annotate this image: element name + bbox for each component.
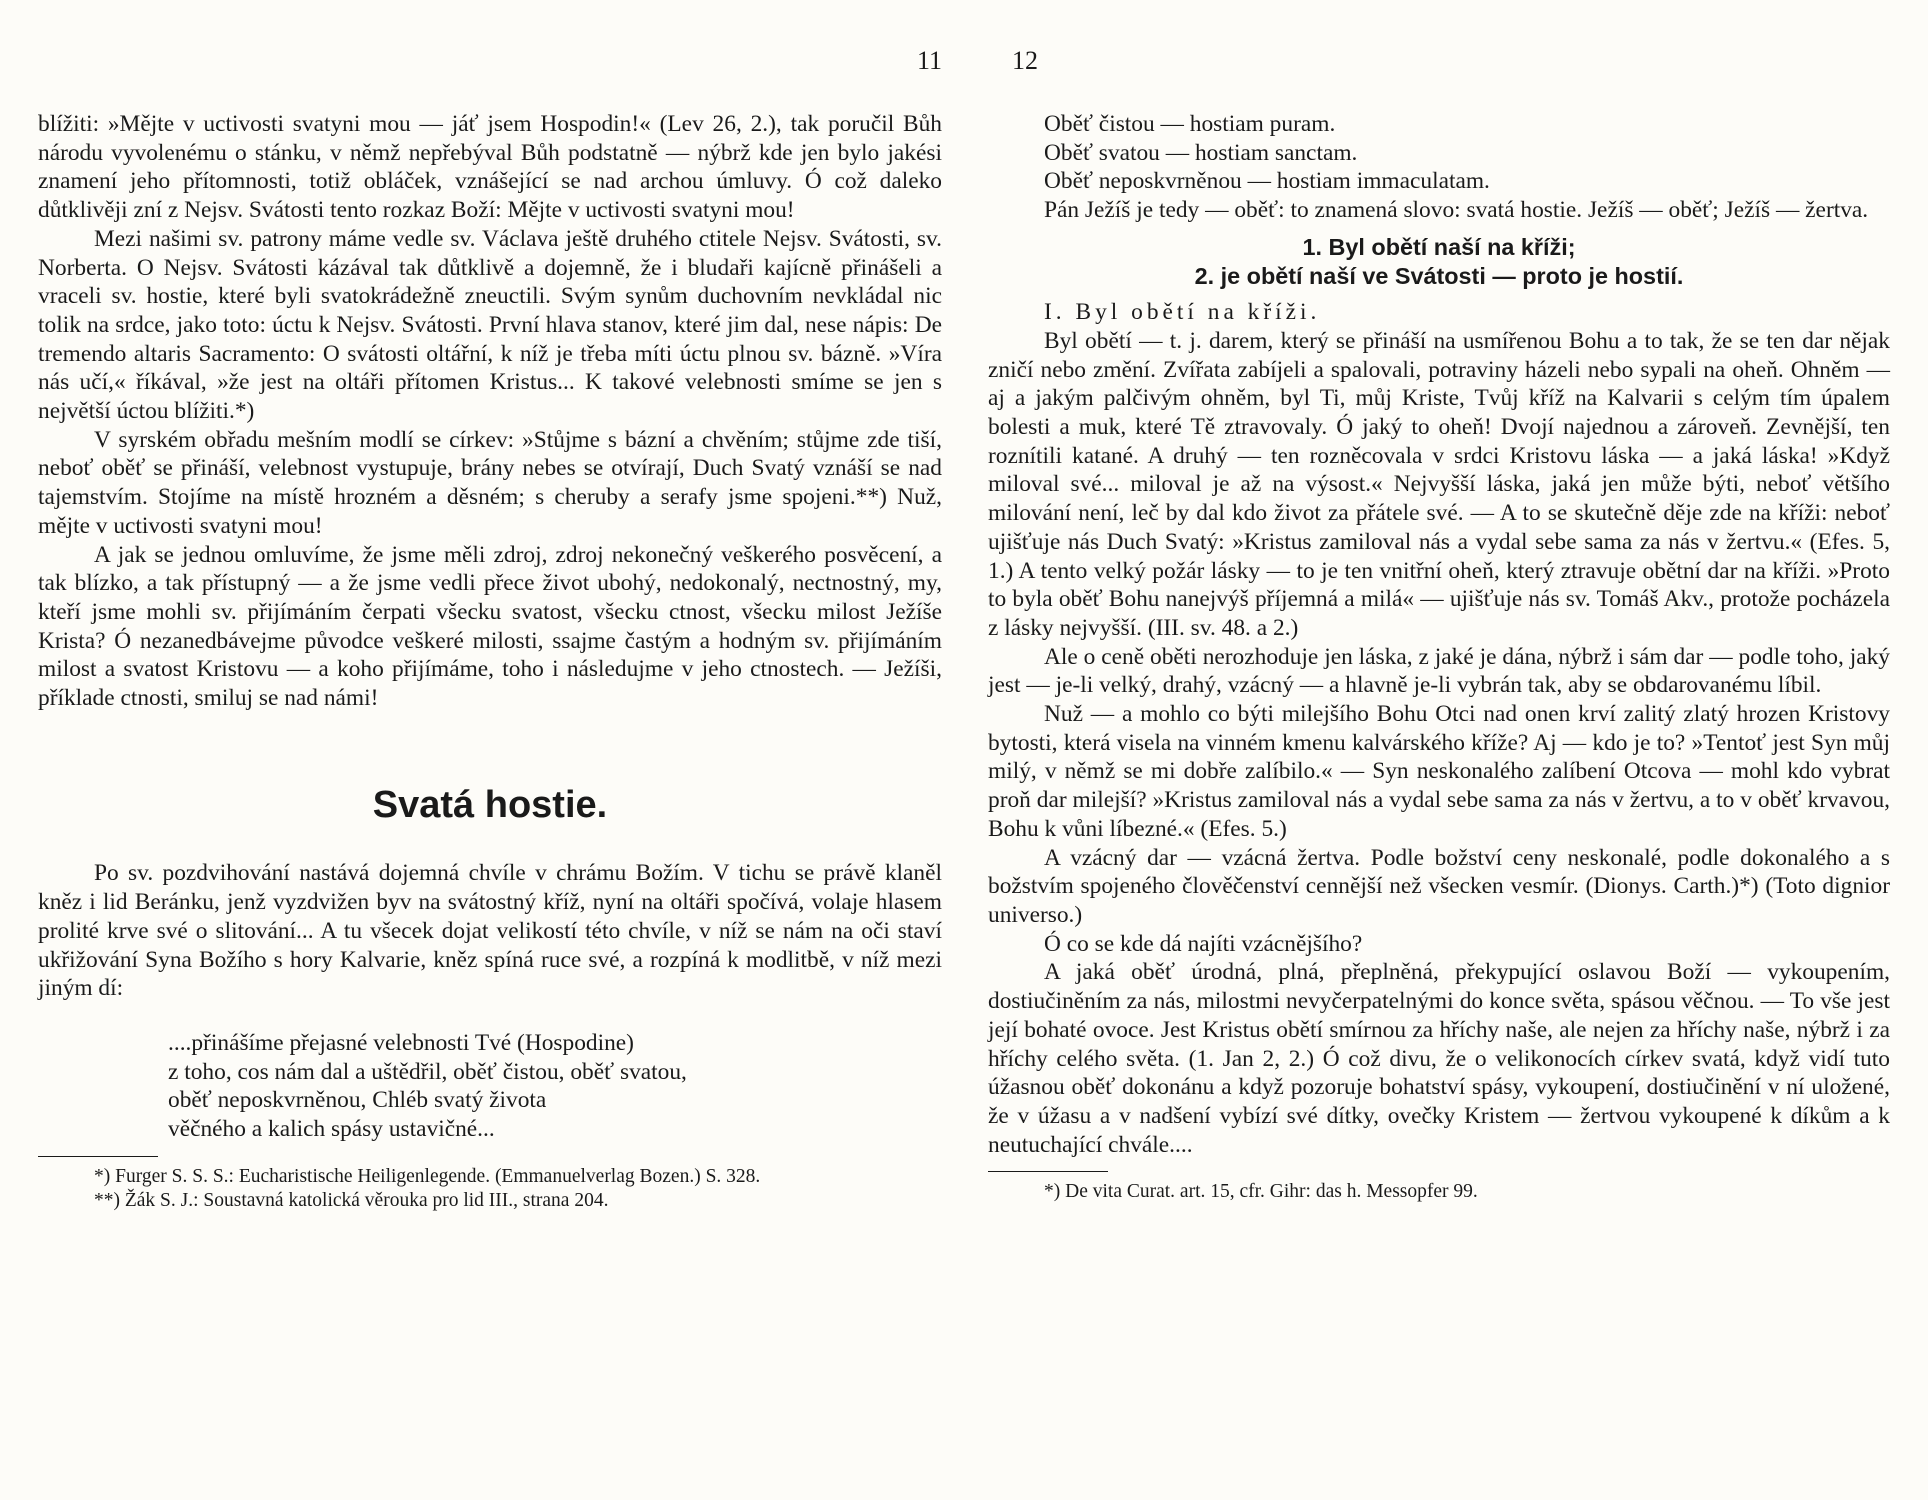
outline-point: 2. je obětí naší ve Svátosti — proto je hostií.: [1194, 262, 1684, 289]
paragraph: Byl obětí — t. j. darem, který se přináší na usmířenou Bohu a to tak, že se ten dar nějak zničí nebo změní. Zvířata zabíjeli a spalovali, potraviny házeli nebo sypali na oheň. Ohněm — aj a jakým palčivým ohněm, byl Ti, můj Kriste, Tvůj kříž na Kalvarii s celým tím úpalem bolesti a muk, které Tě ztravovaly. Ó jaký to oheň! Dvojí najednou a zároveň. Zevnější, ten roznítili katané. A druhý — ten rozněcovala v srdci Kristovu láska — a jaká láska! »Když miloval své... miloval je až na výsost.« Nejvyšší láska, jaká jen může býti, neboť většího milování není, leč by dal kdo život za přátele své. — A to se skutečně děje zde na kříži: neboť ujišťuje nás Duch Svatý: »Kristus zamiloval nás a vydal sebe sama za nás v žertvu.« (Efes. 5, 1.) A tento velký požár lásky — to je ten vnitřní oheň, který ztravuje obětní dar na kříži. »Proto to byla oběť Bohu nanejvýš příjemná a milá« — ujišťuje nás sv. Tomáš Akv., protože pocházela z lásky nejvyšší. (III. sv. 48. a 2.): [988, 327, 1890, 641]
verse-line: věčného a kalich spásy ustavičné...: [168, 1116, 495, 1143]
verse-line: z toho, cos nám dal a uštědřil, oběť čistou, oběť svatou,: [168, 1058, 687, 1085]
footnote: *) Furger S. S. S.: Eucharistische Heiligenlegende. (Emmanuelverlag Bozen.) S. 328.: [94, 1165, 761, 1187]
paragraph: A jaká oběť úrodná, plná, přeplněná, překypující oslavou Boží — vykoupením, dostiučiněním za nás, milostmi nevyčerpatelnými do konce světa, spásou věčnou. — To vše jest její bohaté ovoce. Jest Kristus obětí smírnou za hříchy naše, ale nejen za hříchy naše, nýbrž i za hříchy celého světa. (1. Jan 2, 2.) Ó což divu, že o velikonocích církev svatá, když vidí tuto úžasnou oběť dokonánu a když pozoruje bohatství spásy, vykoupení, dostiučinění v ní uložené, že v úžasu a v nadšení vybízí své dítky, ovečky Kristem — žertvou vykoupené k díkům a k neutuchající chvále....: [988, 959, 1890, 1158]
verse-line: oběť neposkvrněnou, Chléb svatý života: [168, 1087, 547, 1114]
paragraph: A vzácný dar — vzácná žertva. Podle božství ceny neskonalé, podle dokonalého a s božstvím spojeného člověčenství cennější než všecken vesmír. (Dionys. Carth.)*) (Toto dignior universo.): [988, 844, 1890, 928]
footnote-divider: [988, 1171, 1108, 1172]
intro-line: Oběť čistou — hostiam puram.: [1044, 111, 1336, 137]
intro-line: Oběť svatou — hostiam sanctam.: [1044, 139, 1358, 166]
paragraph: Pán Ježíš je tedy — oběť: to znamená slovo: svatá hostie. Ježíš — oběť; Ježíš — žertva.: [1044, 197, 1869, 224]
outline-point: 1. Byl obětí naší na kříži;: [1302, 233, 1576, 260]
right-page: [964, 0, 1928, 1500]
paragraph: A jak se jednou omluvíme, že jsme měli zdroj, zdroj nekonečný veškerého posvěcení, a tak blízko, a tak přístupný — a že jsme vedli přece život ubohý, nedokonalý, nectnostný, my, kteří jsme mohli sv. přijímáním čerpati všecku svatost, všecku ctnost, všecku milost Ježíše Krista? Ó nezanedbávejme původce veškeré milosti, ssajme častým a hodným sv. přijímáním milost a svatost Kristovu — a koho přijímáme, toho i následujme v jeho ctnostech. — Ježíši, příklade ctnosti, smiluj se nad námi!: [38, 541, 942, 712]
subheading: I. Byl obětí na kříži.: [1044, 299, 1321, 326]
left-page-text: [38, 110, 942, 1213]
intro-line: Oběť neposkvrněnou — hostiam immaculatam.: [1044, 168, 1490, 195]
footnote: *) De vita Curat. art. 15, cfr. Gihr: das h. Messopfer 99.: [1044, 1181, 1478, 1203]
section-heading: Svatá hostie.: [372, 783, 608, 826]
right-page-text: [988, 110, 1890, 1204]
paragraph: Ale o ceně oběti nerozhoduje jen láska, z jaké je dána, nýbrž i sám dar — podle toho, jaký jest — je-li velký, drahý, vzácný — a hlavně je-li vybrán tak, aby se obdarovanému líbil.: [988, 643, 1890, 699]
page-number-right: 12: [1012, 46, 1038, 75]
paragraph: Nuž — a mohlo co býti milejšího Bohu Otci nad onen krví zalitý zlatý hrozen Kristovy bytosti, která visela na vinném kmenu kalvárského kříže? Aj — kdo je to? »Tentoť jest Syn můj milý, v němž se mi dobře zalíbilo.« — Syn neskonalého zalíbení Otcova — mohl kdo vybrat proň dar milejší? »Kristus zamiloval nás a vydal sebe sama za nás v žertvu, a to v oběť krvavou, Bohu k vůni líbezné.« (Efes. 5.): [988, 701, 1890, 842]
paragraph: blížiti: »Mějte v uctivosti svatyni mou — jáť jsem Hospodin!« (Lev 26, 2.), tak poručil Bůh národu vyvolenému o stánku, v němž nepřebýval Bůh podstatně — nýbrž kde jen bylo jakési znamení jeho přítomnosti, totiž obláček, vznášející se nad archou úmluvy. Ó což daleko důtklivěji zní z Nejsv. Svátosti tento rozkaz Boží: Mějte v uctivosti svatyni mou!: [38, 111, 942, 224]
paragraph: Ó co se kde dá najíti vzácnějšího?: [1044, 930, 1363, 957]
footnote-divider: [38, 1156, 158, 1157]
page-number-left: 11: [916, 46, 942, 75]
liturgical-quote: [168, 1029, 942, 1144]
paragraph: Po sv. pozdvihování nastává dojemná chvíle v chrámu Božím. V tichu se právě klaněl kněz i lid Beránku, jenž vyzdvižen byv na svátostný kříž, nyní na oltáři spočívá, volaje hlasem prolité krve své o slitování... A tu všecek dojat velikostí této chvíle, v níž se nám na oči staví ukřižování Syna Božího s hory Kalvarie, kněz spíná ruce své, a rozpíná k modlitbě, v níž mezi jiným dí:: [38, 860, 942, 1002]
paragraph: V syrském obřadu mešním modlí se církev: »Stůjme s bázní a chvěním; stůjme zde tiší, neboť oběť se přináší, velebnost vystupuje, brány nebes se otvírají, Duch Svatý vznáší se nad tajemstvím. Stojíme na místě hrozném a děsném; s cheruby a serafy jsme spojeni.**) Nuž, mějte v uctivosti svatyni mou!: [38, 426, 942, 539]
paragraph: Mezi našimi sv. patrony máme vedle sv. Václava ještě druhého ctitele Nejsv. Svátosti, sv. Norberta. O Nejsv. Svátosti kázával tak důtklivě a dojemně, že i bludaři kajícně přinášeli a vraceli sv. hostie, které byli svatokrádežně zneuctili. Svým synům duchovním nevkládal nic tolik na srdce, jako toto: úctu k Nejsv. Svátosti. První hlava stanov, které jim dal, nese nápis: De tremendo altaris Sacramento: O svátosti oltářní, k níž je třeba míti úctu plnou sv. bázně. »Víra nás učí,« říkával, »že jest na oltáři přítomen Kristus... K takové velebnosti smíme se jen s největší úctou blížiti.*): [38, 225, 942, 425]
footnote: **) Žák S. J.: Soustavná katolická věrouka pro lid III., strana 204.: [94, 1189, 609, 1211]
verse-line: ....přinášíme přejasné velebnosti Tvé (Hospodine): [168, 1029, 634, 1056]
